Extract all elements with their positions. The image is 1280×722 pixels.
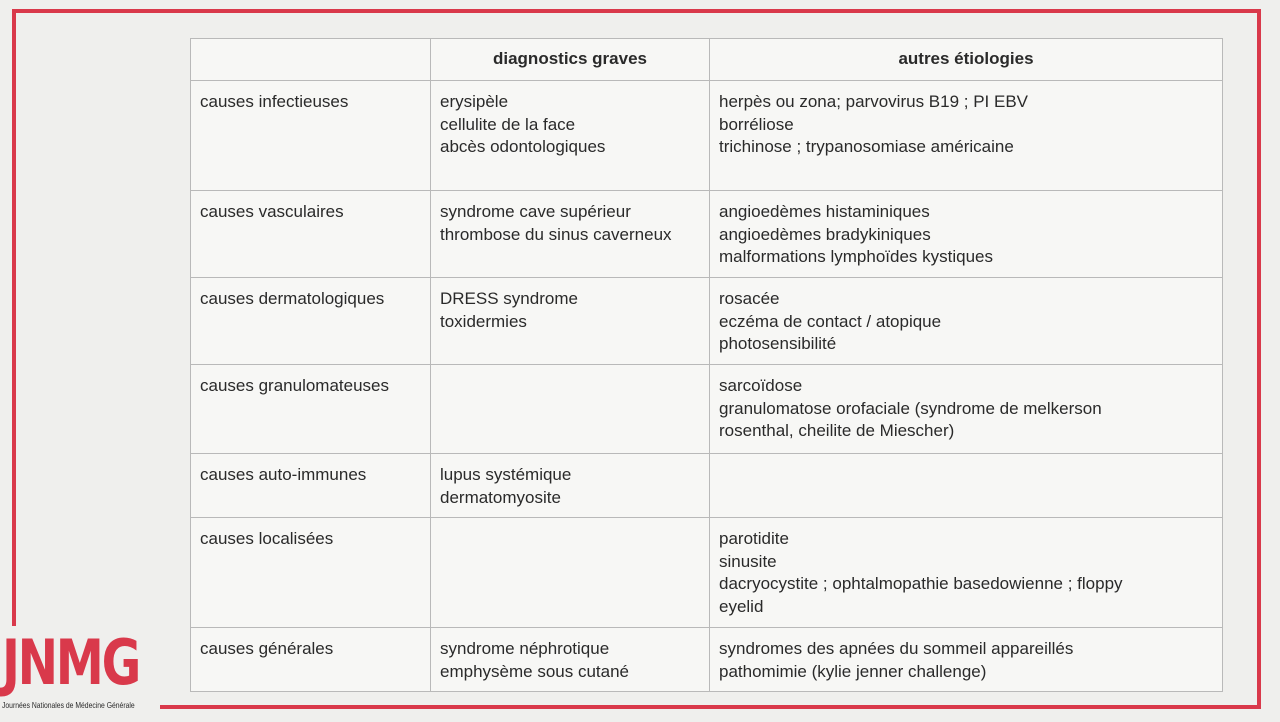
cause-label: causes auto-immunes xyxy=(200,465,367,484)
diagnostics-graves-cell xyxy=(431,81,710,191)
etiology-item: eczéma de contact / atopique xyxy=(719,311,942,331)
logo-subtitle: Journées Nationales de Médecine Générale xyxy=(2,700,135,710)
etiology-item: rosenthal, cheilite de Miescher) xyxy=(719,421,955,440)
diagnostic-item: dermatomyosite xyxy=(440,487,561,507)
diagnostics-graves-cell xyxy=(431,278,710,365)
diagnostic-item: DRESS syndrome xyxy=(440,289,578,308)
cause-label: causes granulomateuses xyxy=(200,376,390,395)
etiology-item: sinusite xyxy=(719,551,777,571)
diagnostic-item: toxidermies xyxy=(440,311,527,331)
autres-etiologies-cell xyxy=(710,278,1223,365)
cause-cell xyxy=(191,365,431,454)
table-row xyxy=(191,191,1223,278)
diagnostic-item: syndrome cave supérieur xyxy=(440,202,631,221)
header-diagnostics-graves: diagnostics graves xyxy=(431,39,710,81)
autres-etiologies-cell xyxy=(710,518,1223,628)
diagnostics-graves-cell xyxy=(431,454,710,518)
diagnostic-item: lupus systémique xyxy=(440,465,572,484)
diagnostic-item: emphysème sous cutané xyxy=(440,661,629,681)
autres-etiologies-cell xyxy=(710,628,1223,692)
cause-cell xyxy=(191,628,431,692)
cause-label: causes infectieuses xyxy=(200,92,349,111)
table-header-row xyxy=(191,39,1223,81)
etiology-table xyxy=(190,38,1223,692)
diagnostics-graves-cell xyxy=(431,191,710,278)
etiology-item: photosensibilité xyxy=(719,334,837,353)
table-row xyxy=(191,628,1223,692)
cause-label: causes localisées xyxy=(200,529,334,548)
cause-cell xyxy=(191,454,431,518)
cause-label: causes vasculaires xyxy=(200,202,344,221)
etiology-item: sarcoïdose xyxy=(719,376,803,395)
diagnostic-item: cellulite de la face xyxy=(440,114,576,134)
cause-label: causes dermatologiques xyxy=(200,289,385,308)
cause-label: causes générales xyxy=(200,639,334,658)
etiology-table-container xyxy=(190,38,1222,692)
cause-cell xyxy=(191,81,431,191)
autres-etiologies-cell xyxy=(710,365,1223,454)
diagnostics-graves-cell xyxy=(431,518,710,628)
diagnostic-item: abcès odontologiques xyxy=(440,137,606,156)
autres-etiologies-cell xyxy=(710,81,1223,191)
etiology-item: trichinose ; trypanosomiase américaine xyxy=(719,137,1014,156)
etiology-item: malformations lymphoïdes kystiques xyxy=(719,247,994,266)
cause-cell xyxy=(191,191,431,278)
etiology-item: parotidite xyxy=(719,529,789,548)
jnmg-logo xyxy=(0,628,156,718)
table-row xyxy=(191,518,1223,628)
autres-etiologies-cell xyxy=(710,191,1223,278)
header-empty xyxy=(191,39,431,81)
logo-text: JNMG xyxy=(2,626,139,699)
diagnostics-graves-cell xyxy=(431,365,710,454)
etiology-item: angioedèmes bradykiniques xyxy=(719,224,931,244)
diagnostics-graves-cell xyxy=(431,628,710,692)
etiology-item: angioedèmes histaminiques xyxy=(719,202,930,221)
cause-cell xyxy=(191,518,431,628)
etiology-item: pathomimie (kylie jenner challenge) xyxy=(719,661,987,681)
cause-cell xyxy=(191,278,431,365)
diagnostic-item: erysipèle xyxy=(440,92,509,111)
etiology-item: syndromes des apnées du sommeil appareillés xyxy=(719,639,1074,658)
etiology-item: rosacée xyxy=(719,289,780,308)
etiology-item: herpès ou zona; parvovirus B19 ; PI EBV xyxy=(719,92,1029,111)
table-row xyxy=(191,278,1223,365)
autres-etiologies-cell xyxy=(710,454,1223,518)
etiology-item: eyelid xyxy=(719,596,764,616)
table-row xyxy=(191,454,1223,518)
diagnostic-item: thrombose du sinus caverneux xyxy=(440,224,672,244)
table-row xyxy=(191,81,1223,191)
diagnostic-item: syndrome néphrotique xyxy=(440,639,610,658)
etiology-item: dacryocystite ; ophtalmopathie basedowienne ; floppy xyxy=(719,574,1123,593)
etiology-item: granulomatose orofaciale (syndrome de melkerson xyxy=(719,398,1102,418)
table-row xyxy=(191,365,1223,454)
etiology-item: borréliose xyxy=(719,114,794,134)
header-autres-etiologies: autres étiologies xyxy=(710,39,1223,81)
